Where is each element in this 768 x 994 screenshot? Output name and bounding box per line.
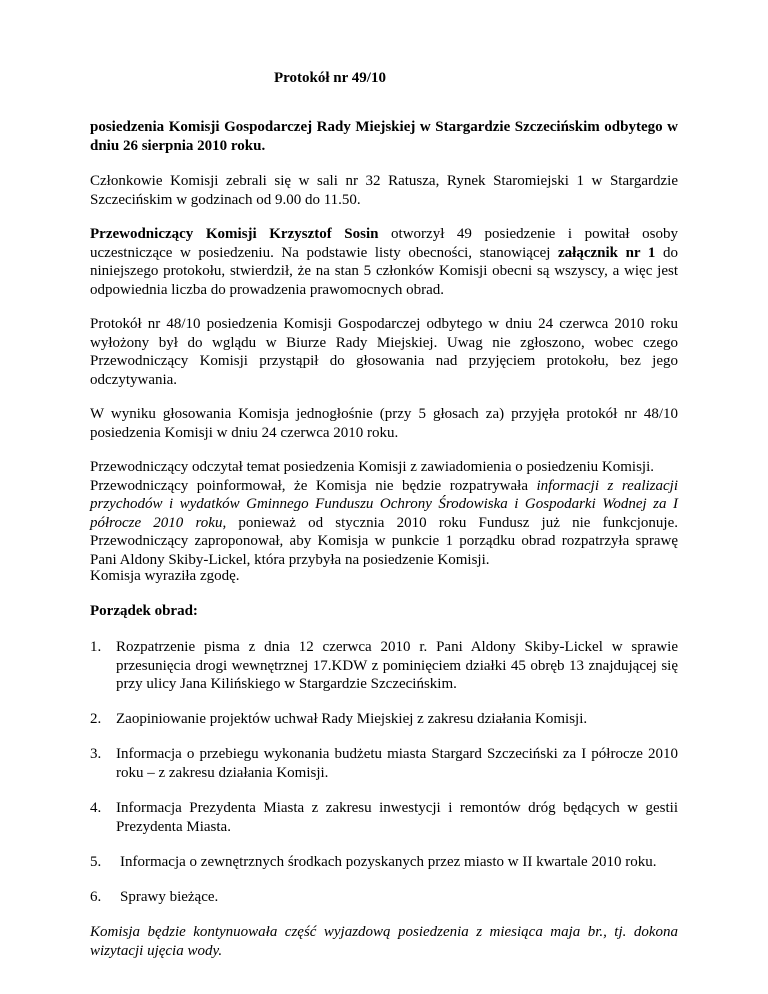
agenda-heading [90, 602, 678, 621]
paragraph-opening [90, 225, 678, 299]
paragraph-vote-text: W wyniku głosowania Komisja jednogłośnie (przy 5 głosach za) przyjęła protokół nr 48/10 posiedzenia Komisji w dniu 24 czerwca 2010 roku. [90, 406, 678, 441]
final-note [90, 923, 678, 960]
agenda-item-text: Zaopiniowanie projektów uchwał Rady Miejskiej z zakresu działania Komisji. [116, 711, 588, 727]
agenda-item-number: 1. [90, 639, 102, 655]
agenda-item-number: 5. [90, 854, 102, 870]
agenda-item [90, 799, 678, 836]
document-title: Protokół nr 49/10 [274, 70, 386, 86]
agenda-heading-text: Porządek obrad: [90, 603, 198, 619]
paragraph-consent-text: Komisja wyraziła zgodę. [90, 568, 240, 584]
agenda-item-text: Informacja o przebiegu wykonania budżetu miasta Stargard Szczeciński za I półrocze 2010 roku – z zakresu działania Komisji. [116, 746, 678, 781]
attachment-ref: załącznik nr 1 [558, 244, 656, 261]
topic-text-a: Przewodniczący poinformował, że Komisja nie będzie rozpatrywała [90, 477, 537, 494]
agenda-item [90, 638, 678, 694]
agenda-item-number: 4. [90, 800, 102, 816]
paragraph-topic [90, 458, 678, 569]
agenda-item-text: Sprawy bieżące. [120, 889, 219, 905]
document-subtitle [90, 118, 678, 155]
agenda-item-text: Rozpatrzenie pisma z dnia 12 czerwca 2010 r. Pani Aldony Skiby-Lickel w sprawie przesunięcia drogi wewnętrznej 17.KDW z pominięciem działki 45 obręb 13 znajdującej się przy ulicy Jana Kilińskiego w Stargardzie Szczecińskim. [116, 639, 678, 692]
agenda-item-number: 6. [90, 889, 102, 905]
agenda-item-number: 3. [90, 746, 102, 762]
paragraph-members-text: Członkowie Komisji zebrali się w sali nr 32 Ratusza, Rynek Staromiejski 1 w Stargardzie Szczecińskim w godzinach od 9.00 do 11.50. [90, 173, 678, 208]
final-note-text: Komisja będzie kontynuowała część wyjazdową posiedzenia z miesiąca maja br., tj. dokona wizytacji ujęcia wody. [90, 924, 678, 959]
topic-italic: informacji z realizacji przychodów i wydatków Gminnego Funduszu Ochrony Środowiska i Gospodarki Wodnej za I półrocze 2010 roku, [90, 477, 678, 531]
chairman-name: Przewodniczący Komisji Krzysztof Sosin [90, 226, 379, 242]
agenda-item-text: Informacja o zewnętrznych środkach pozyskanych przez miasto w II kwartale 2010 roku. [120, 854, 657, 870]
subtitle-text: posiedzenia Komisji Gospodarczej Rady Miejskiej w Stargardzie Szczecińskim odbytego w dniu 26 sierpnia 2010 roku. [90, 119, 678, 154]
paragraph-previous-protocol-text: Protokół nr 48/10 posiedzenia Komisji Gospodarczej odbytego w dniu 24 czerwca 2010 roku wyłożony był do wglądu w Biurze Rady Miejskiej. Uwag nie zgłoszono, wobec czego Przewodniczący Komisji przystąpił do głosowania nad przyjęciem protokołu, bez jego odczytywania. [90, 316, 678, 388]
agenda-item [90, 710, 678, 729]
agenda-item-number: 2. [90, 711, 102, 727]
paragraph-vote [90, 405, 678, 442]
paragraph-previous-protocol [90, 315, 678, 389]
agenda-item-text: Informacja Prezydenta Miasta z zakresu inwestycji i remontów dróg będących w gestii Prezydenta Miasta. [116, 800, 678, 835]
topic-text-b: ponieważ od stycznia 2010 roku Fundusz już nie funkcjonuje. Przewodniczący zaproponował, aby Komisja w punkcie 1 porządku obrad rozpatrzyła sprawę Pani Aldony Skiby-Lickel, która przybyła na posiedzenie Komisji. [90, 514, 679, 568]
agenda-item [90, 853, 678, 872]
paragraph-members [90, 172, 678, 209]
agenda-item [90, 745, 678, 782]
paragraph-consent [90, 567, 678, 586]
topic-line: Przewodniczący odczytał temat posiedzenia Komisji z zawiadomienia o posiedzeniu Komisji. [90, 459, 654, 475]
agenda-item [90, 888, 678, 907]
opening-text-a: otworzył 49 posiedzenie i powitał osoby uczestniczące w posiedzeniu. Na podstawie listy obecności, stanowiącej [90, 226, 679, 261]
opening-text-b: do niniejszego protokołu, stwierdził, że na stan 5 członków Komisji obecni są wszyscy, a więc jest odpowiednia liczba do prowadzenia prawomocnych obrad. [90, 244, 678, 298]
